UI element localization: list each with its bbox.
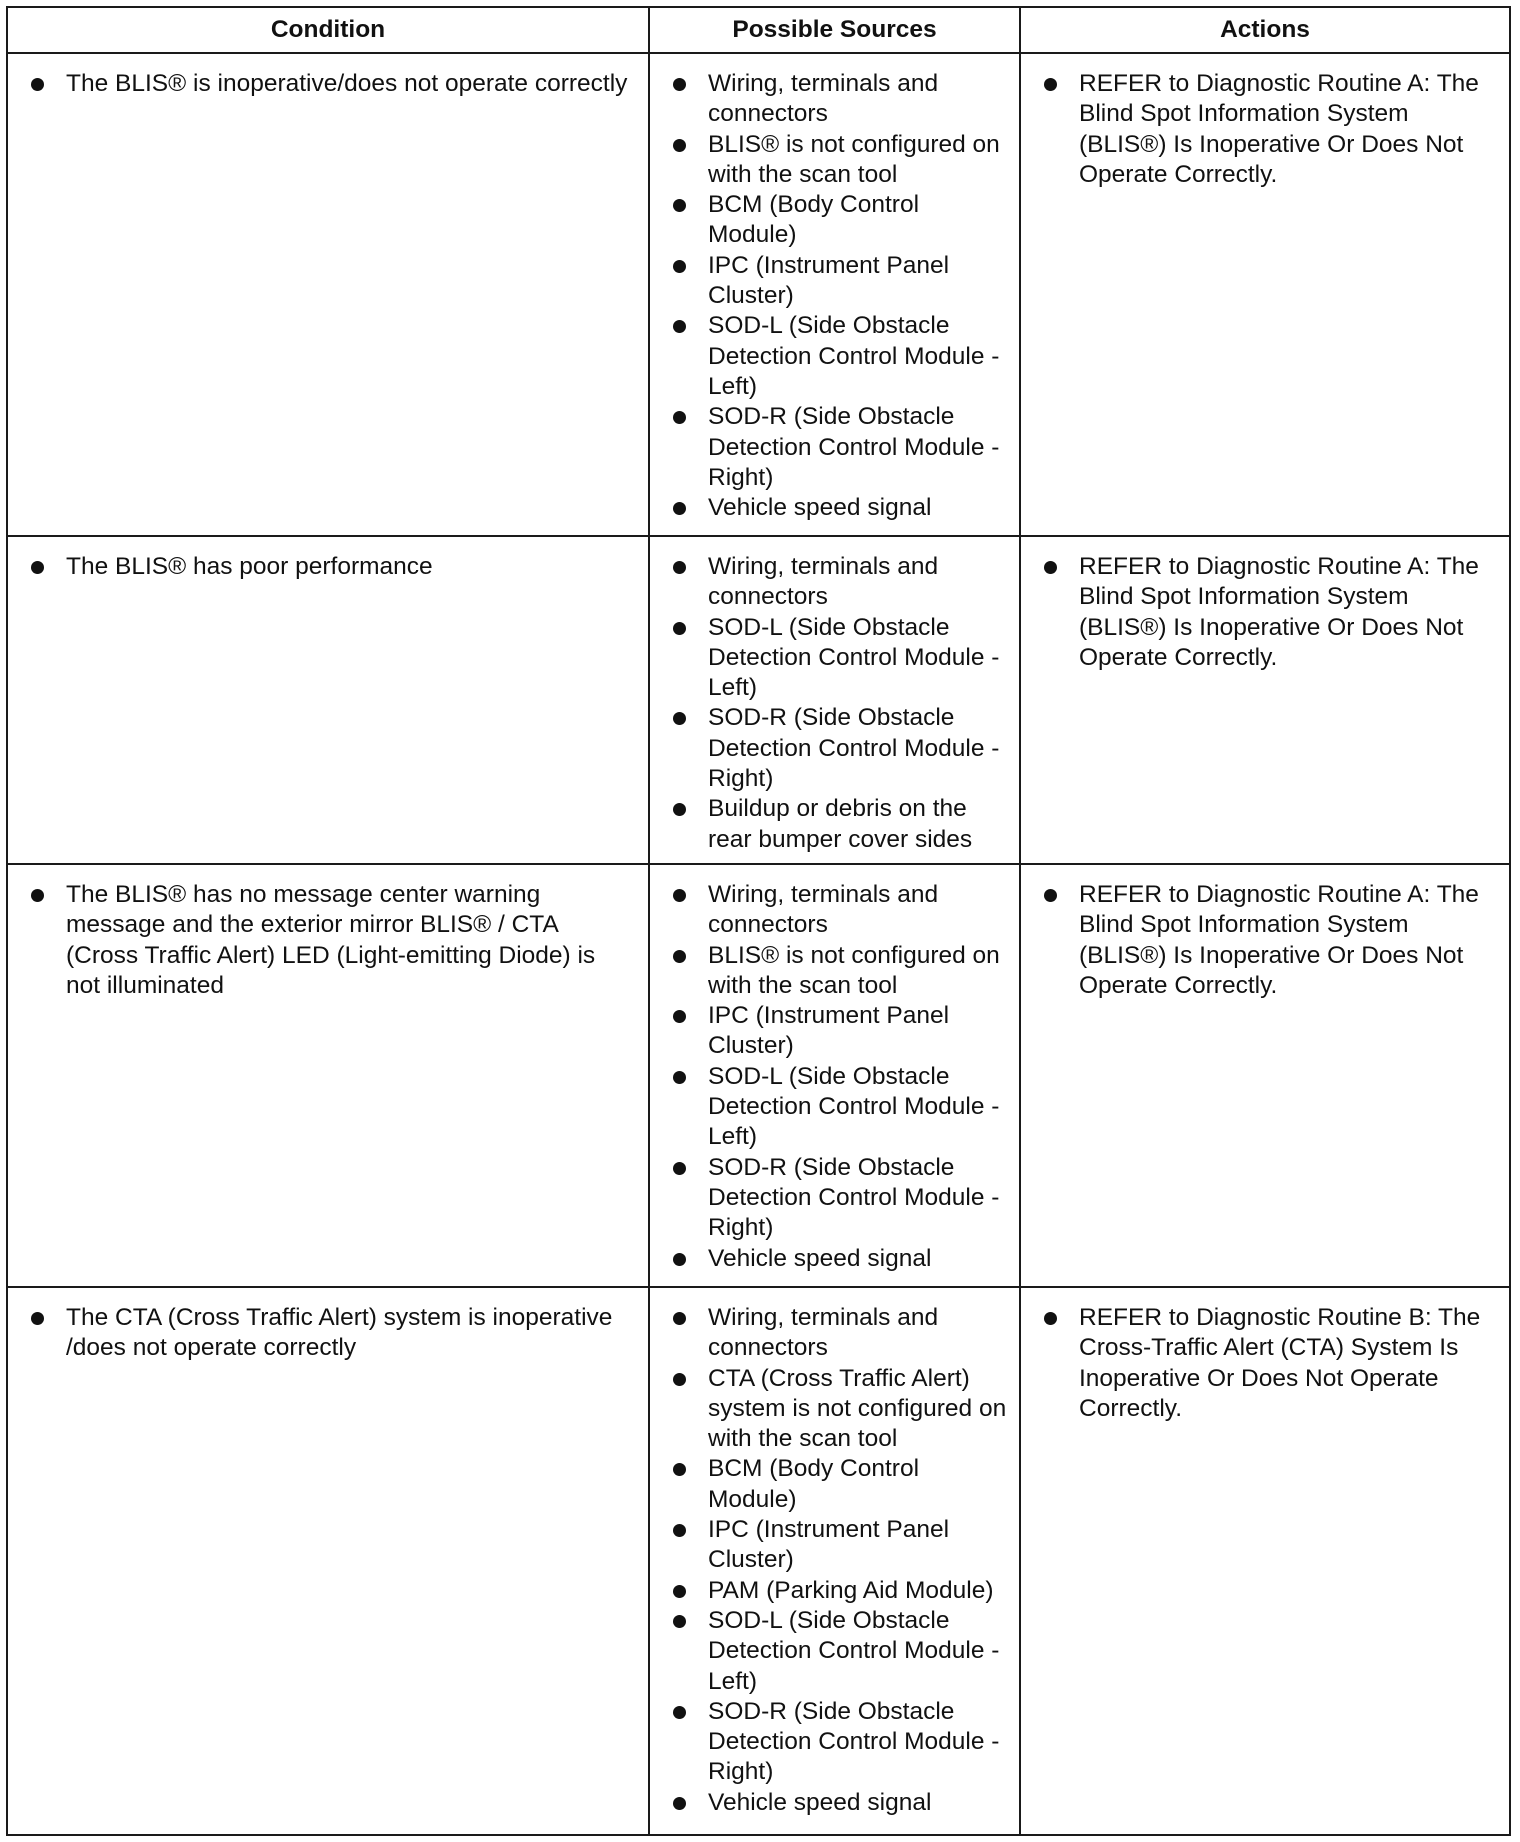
source-text: SOD-L (Side Obstacle Detection Control Module - Left): [708, 312, 1000, 400]
source-text: Vehicle speed signal: [708, 1244, 932, 1272]
condition-cell: [7, 1287, 649, 1835]
list-item: [650, 1303, 1007, 1364]
list-item: [650, 1606, 1007, 1697]
bullet-icon: [673, 1253, 686, 1266]
source-text: PAM (Parking Aid Module): [708, 1576, 994, 1604]
list-item: [650, 552, 1007, 613]
bullet-icon: [673, 1797, 686, 1810]
source-text: SOD-R (Side Obstacle Detection Control Module - Right): [708, 1153, 1000, 1242]
list-item: [650, 941, 1007, 1002]
sources-cell: [649, 536, 1020, 864]
list-item: [650, 1244, 1007, 1274]
list-item: [650, 1454, 1007, 1515]
actions-cell: [1020, 1287, 1510, 1835]
bullet-icon: [673, 502, 686, 515]
list-item: [8, 880, 634, 1001]
bullet-icon: [673, 78, 686, 91]
source-text: IPC (Instrument Panel Cluster): [708, 251, 950, 310]
source-text: Vehicle speed signal: [708, 494, 932, 522]
header-row: [7, 7, 1510, 53]
source-text: BLIS® is not configured on with the scan tool: [708, 941, 1000, 999]
bullet-icon: [673, 1524, 686, 1537]
bullet-icon: [31, 889, 44, 902]
bullet-icon: [31, 1312, 44, 1325]
action-text: REFER to Diagnostic Routine B: The Cross-Traffic Alert (CTA) System Is Inoperative Or Does Not Operate Correctly.: [1079, 1304, 1481, 1422]
list-item: [8, 1303, 634, 1364]
source-text: Buildup or debris on the rear bumper cover sides: [708, 795, 973, 853]
list-item: [650, 311, 1007, 402]
action-text: REFER to Diagnostic Routine A: The Blind Spot Information System (BLIS®) Is Inoperative Or Does Not Operate Correctly.: [1079, 553, 1479, 671]
source-text: Vehicle speed signal: [708, 1788, 932, 1816]
condition-list: [8, 537, 648, 588]
bullet-icon: [673, 411, 686, 424]
diagnostic-table: [6, 6, 1511, 1836]
condition-text: The BLIS® has poor performance: [66, 553, 433, 580]
bullet-icon: [673, 1706, 686, 1719]
condition-list: [8, 865, 648, 1007]
bullet-icon: [31, 561, 44, 574]
actions-list: [1021, 865, 1509, 1007]
list-item: [650, 69, 1007, 130]
actions-cell: [1020, 53, 1510, 536]
bullet-icon: [1044, 889, 1057, 902]
condition-list: [8, 1288, 648, 1370]
list-item: [650, 1788, 1007, 1818]
source-text: Wiring, terminals and connectors: [708, 70, 939, 128]
list-item: [8, 69, 634, 99]
table-row: [7, 864, 1510, 1287]
sources-list: [650, 1288, 1019, 1824]
bullet-icon: [1044, 1312, 1057, 1325]
source-text: SOD-L (Side Obstacle Detection Control Module - Left): [708, 1062, 1000, 1151]
condition-text: The BLIS® is inoperative/does not operate correctly: [66, 70, 628, 97]
table-row: [7, 536, 1510, 864]
source-text: Wiring, terminals and connectors: [708, 1304, 939, 1362]
actions-list: [1021, 537, 1509, 679]
actions-list: [1021, 54, 1509, 196]
list-item: [1021, 880, 1497, 1001]
bullet-icon: [673, 1373, 686, 1386]
list-item: [650, 190, 1007, 251]
source-text: BCM (Body Control Module): [708, 1455, 920, 1513]
sources-list: [650, 54, 1019, 529]
condition-cell: [7, 53, 649, 536]
header-condition: Condition: [7, 7, 649, 53]
actions-cell: [1020, 536, 1510, 864]
actions-list: [1021, 1288, 1509, 1430]
sources-cell: [649, 864, 1020, 1287]
source-text: IPC (Instrument Panel Cluster): [708, 1516, 950, 1574]
sources-list: [650, 865, 1019, 1280]
source-text: SOD-R (Side Obstacle Detection Control Module - Right): [708, 403, 1000, 491]
source-text: Wiring, terminals and connectors: [708, 881, 939, 939]
list-item: [1021, 1303, 1497, 1424]
condition-cell: [7, 864, 649, 1287]
bullet-icon: [673, 139, 686, 152]
condition-list: [8, 54, 648, 105]
actions-cell: [1020, 864, 1510, 1287]
source-text: IPC (Instrument Panel Cluster): [708, 1002, 950, 1060]
bullet-icon: [673, 320, 686, 333]
sources-list: [650, 537, 1019, 861]
header-possible-sources: Possible Sources: [649, 7, 1020, 53]
list-item: [650, 1062, 1007, 1153]
source-text: CTA (Cross Traffic Alert) system is not configured on with the scan tool: [708, 1364, 1007, 1453]
list-item: [650, 880, 1007, 941]
bullet-icon: [673, 622, 686, 635]
list-item: [650, 130, 1007, 191]
bullet-icon: [673, 1463, 686, 1476]
table-row: [7, 53, 1510, 536]
bullet-icon: [673, 1071, 686, 1084]
bullet-icon: [673, 260, 686, 273]
action-text: REFER to Diagnostic Routine A: The Blind Spot Information System (BLIS®) Is Inoperative Or Does Not Operate Correctly.: [1079, 881, 1479, 999]
list-item: [650, 1576, 1007, 1606]
action-text: REFER to Diagnostic Routine A: The Blind Spot Information System (BLIS®) Is Inoperative Or Does Not Operate Correctly.: [1079, 70, 1479, 188]
table-row: [7, 1287, 1510, 1835]
source-text: SOD-R (Side Obstacle Detection Control Module - Right): [708, 1697, 1000, 1786]
sources-cell: [649, 53, 1020, 536]
list-item: [650, 493, 1007, 523]
list-item: [650, 703, 1007, 794]
source-text: BLIS® is not configured on with the scan tool: [708, 130, 1000, 188]
bullet-icon: [673, 803, 686, 816]
bullet-icon: [673, 561, 686, 574]
bullet-icon: [31, 78, 44, 91]
list-item: [650, 1153, 1007, 1244]
list-item: [650, 402, 1007, 493]
list-item: [650, 1697, 1007, 1788]
list-item: [650, 794, 1007, 855]
source-text: BCM (Body Control Module): [708, 191, 920, 249]
source-text: SOD-L (Side Obstacle Detection Control Module - Left): [708, 613, 1000, 702]
source-text: SOD-L (Side Obstacle Detection Control Module - Left): [708, 1606, 1000, 1695]
list-item: [650, 251, 1007, 312]
source-text: SOD-R (Side Obstacle Detection Control Module - Right): [708, 704, 1000, 793]
list-item: [650, 1001, 1007, 1062]
list-item: [650, 1515, 1007, 1576]
bullet-icon: [673, 712, 686, 725]
list-item: [1021, 69, 1497, 190]
bullet-icon: [1044, 78, 1057, 91]
bullet-icon: [673, 199, 686, 212]
bullet-icon: [673, 889, 686, 902]
condition-cell: [7, 536, 649, 864]
condition-text: The BLIS® has no message center warning message and the exterior mirror BLIS® / CTA (Cross Traffic Alert) LED (Light-emitting Diode) is not illuminated: [66, 881, 596, 999]
condition-text: The CTA (Cross Traffic Alert) system is inoperative /does not operate correctly: [66, 1304, 613, 1362]
bullet-icon: [673, 1615, 686, 1628]
bullet-icon: [673, 1010, 686, 1023]
sources-cell: [649, 1287, 1020, 1835]
header-actions: Actions: [1020, 7, 1510, 53]
source-text: Wiring, terminals and connectors: [708, 553, 939, 611]
list-item: [1021, 552, 1497, 673]
list-item: [650, 1364, 1007, 1455]
bullet-icon: [673, 1162, 686, 1175]
bullet-icon: [1044, 561, 1057, 574]
list-item: [8, 552, 634, 582]
list-item: [650, 613, 1007, 704]
bullet-icon: [673, 950, 686, 963]
bullet-icon: [673, 1585, 686, 1598]
bullet-icon: [673, 1312, 686, 1325]
